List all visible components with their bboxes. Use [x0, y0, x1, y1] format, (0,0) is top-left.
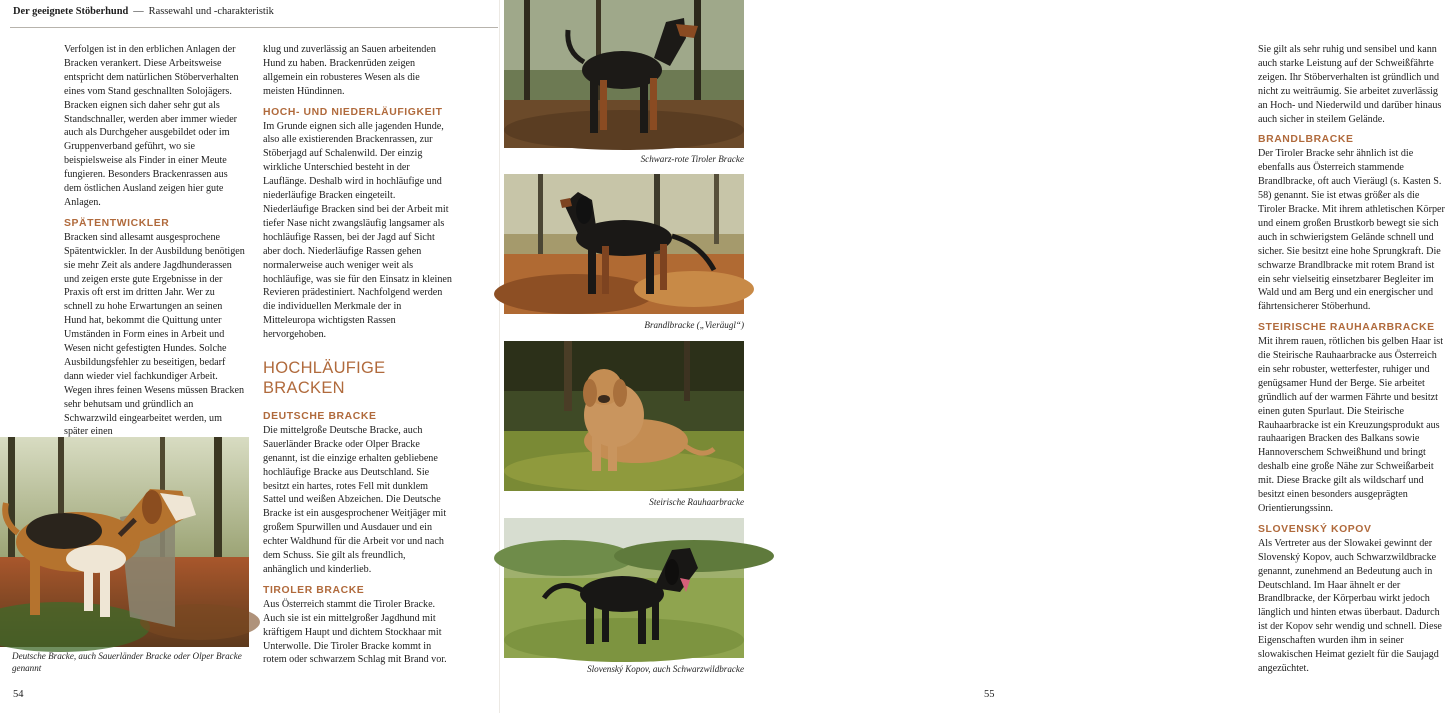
subheading: DEUTSCHE BRACKE	[263, 411, 377, 423]
left-column-2	[263, 43, 452, 667]
paragraph: Der Tiroler Bracke sehr ähnlich ist die ebenfalls aus Österreich stammende Brandlbracke, oft auch Vieräugl (s. Kasten S. 58) genannt. Sie ist etwas größer als die Tiroler Bracke. Mit ihrem athletischen Körper und einem großen Brustkorb bewegt sie sich auch in schwierigstem Gelände schnell und sicher. Sie besitzt eine hohe Sprungkraft. Die schwarze Brandlbracke mit rotem Brand ist ein sehr vielseitig einsetzbarer Begleiter im Wald und am Berg und ein energischer und fährtensicherer Stöberhund.	[1258, 148, 1445, 313]
subheading: STEIRISCHE RAUHAARBRACKE	[1258, 322, 1435, 334]
subheading: SLOVENSKÝ KOPOV	[1258, 523, 1372, 535]
subheading: BRANDLBRACKE	[1258, 134, 1354, 146]
page-number-left: 54	[13, 689, 24, 700]
running-head-rule	[10, 27, 498, 28]
paragraph: Wegen ihres feinen Wesens müssen Bracken sehr behutsam und gründlich an Schwarzwild eingearbeitet werden, um später einen	[64, 384, 245, 438]
paragraph: Niederläufige Bracken sind bei der Arbeit mit tiefer Nase nicht zwangsläufig langsamer als hochläufige Rassen, bei der Jagd auf Sicht aber doch. Niederläufige Rassen gehen normalerweise auch weniger weit als hochläufige, was sie für den Einsatz in kleinen Revieren prädestiniert. Nachfolgend werden die individuellen Merkmale der in Mitteleuropa wichtigsten Rassen hervorgehoben.	[263, 203, 452, 341]
right-column	[1258, 43, 1446, 676]
caption-steirische-rauhaarbracke: Steirische Rauhaarbracke	[649, 497, 744, 507]
running-head-separator: —	[133, 6, 144, 17]
paragraph: Verfolgen ist in den erblichen Anlagen der Bracken verankert. Diese Arbeitsweise entspricht dem natürlichen Stöberverhalten eines vom Stand geschnallten Solojägers. Bracken eignen sich daher sehr gut als Standschnaller, werden aber immer wieder auch als Durchgeher ausgebildet oder im Gruppenverband geführt, wo sie beispielsweise als Finder in einer Meute fungieren. Besonders Brackenrassen aus dem östlichen Ausland zeigen hier gute Anlagen.	[64, 44, 239, 208]
running-head	[13, 6, 274, 17]
paragraph: Im Grunde eignen sich alle jagenden Hunde, also alle existierenden Brackenrassen, zur Stöberjagd auf Schalenwild. Der einzig wirkliche Unterschied besteht in der Lauflänge. Deshalb wird in hochläufige und niederläufige Bracken eingeteilt.	[263, 120, 444, 202]
paragraph: Als Vertreter aus der Slowakei gewinnt der Slovenský Kopov, auch Schwarzwildbracke genannt, zunehmend an Bedeutung auch in Deutschland. Im Haar ähnelt er der Brandlbracke, der Körperbau wirkt jedoch länglich und hinten etwas überbaut. Dadurch ist der Kopov sehr wendig und schnell. Diese Eigenschaften wurden ihm in seiner slowakischen Heimat gezielt für die Saujagd angezüchtet.	[1258, 537, 1442, 674]
left-page	[0, 0, 500, 713]
caption-brandlbracke: Brandlbracke („Vieräugl“)	[644, 320, 744, 330]
paragraph: Die mittelgroße Deutsche Bracke, auch Sauerländer Bracke oder Olper Bracke genannt, ist die einzige erhalten gebliebene hochläufige Bracke aus Deutschland. Sie besitzt ein hartes, rotes Fell mit dunklem Sattel und weißen Abzeichen. Die Deutsche Bracke ist ein ausgesprochener Weitjäger mit großem Spurwillen und Ausdauer und ein echter Waldhund für die Arbeit vor und nach dem Schuss. Sie gilt als freundlich, anhänglich und kinderlieb.	[263, 424, 447, 575]
photo-tiroler-bracke	[504, 0, 744, 148]
caption-tiroler-bracke: Schwarz-rote Tiroler Bracke	[640, 154, 744, 164]
running-head-title: Der geeignete Stöberhund	[13, 6, 129, 17]
subheading: SPÄTENTWICKLER	[64, 217, 170, 229]
paragraph: Aus Österreich stammt die Tiroler Bracke. Auch sie ist ein mittelgroßer Jagdhund mit kräftigem Haupt und dichtem Stockhaar mit Unterwolle. Die Tiroler Bracke kommt in rotem oder schwarzem Schlag mit Brand vor.	[263, 598, 447, 666]
section-heading: HOCHLÄUFIGE BRACKEN	[263, 359, 386, 398]
paragraph: klug und zuverlässig an Sauen arbeitenden Hund zu haben. Brackenrüden zeigen allgemein ein robusteres Wesen als die meisten Hündinnen.	[263, 44, 436, 97]
left-column-1	[64, 43, 246, 439]
photo-brandlbracke	[504, 174, 744, 314]
running-head-subtitle: Rassewahl und -charakteristik	[148, 6, 274, 17]
caption-slovensky-kopov: Slovenský Kopov, auch Schwarzwildbracke	[587, 664, 744, 674]
paragraph: Bracken sind allesamt ausgesprochene Spätentwickler. In der Ausbildung benötigen sie mehr Zeit als andere Jagdhunderassen und zeigen erste gute Ergebnisse in der Praxis oft erst im dritten Jahr. Wer zu schnell zu hohe Erwartungen an seinen Hund hat, bekommt die Quittung unter Umständen in Form eines in Arbeit und Wesen nicht gefestigten Hundes. Solche Ausbildungsfehler zu beseitigen, bedarf dann wieder viel fachkundiger Arbeit.	[64, 231, 245, 382]
subheading: TIROLER BRACKE	[263, 584, 365, 596]
subheading: HOCH- UND NIEDERLÄUFIGKEIT	[263, 106, 443, 118]
caption-deutsche-bracke: Deutsche Bracke, auch Sauerländer Bracke oder Olper Bracke genannt	[12, 651, 242, 673]
paragraph: Sie gilt als sehr ruhig und sensibel und kann auch starke Leistung auf der Schweißfährte zeigen. Ihr Stöberverhalten ist gründlich und nicht zu weiträumig. Sie arbeitet zuverlässig an Hoch- und Niederwild und darüber hinaus auch sicher in steilem Gelände.	[1258, 44, 1442, 125]
photo-deutsche-bracke	[0, 437, 249, 647]
page-number-right: 55	[984, 689, 995, 700]
paragraph: Mit ihrem rauen, rötlichen bis gelben Haar ist die Steirische Rauhaarbracke aus Österreich ein sehr robuster, wetterfester, ruhiger und genügsamer Hund der Berge. Sie arbeitet gründlich auf der warmen Fährte und besitzt einen guten Spurlaut. Die Steirische Rauhaarbracke ist ein Kreuzungsprodukt aus rauhaarigen Bracken des Balkans sowie Hannoverschem Schweißhund und bringt deshalb eine große Nähe zur Schweißarbeit mit. Diese Bracke gilt als wildscharf und besitzt einen besonders ausgeprägten Orientierungssinn.	[1258, 336, 1444, 514]
photo-slovensky-kopov	[504, 518, 744, 658]
photo-steirische-rauhaarbracke	[504, 341, 744, 491]
right-page	[500, 0, 1445, 713]
